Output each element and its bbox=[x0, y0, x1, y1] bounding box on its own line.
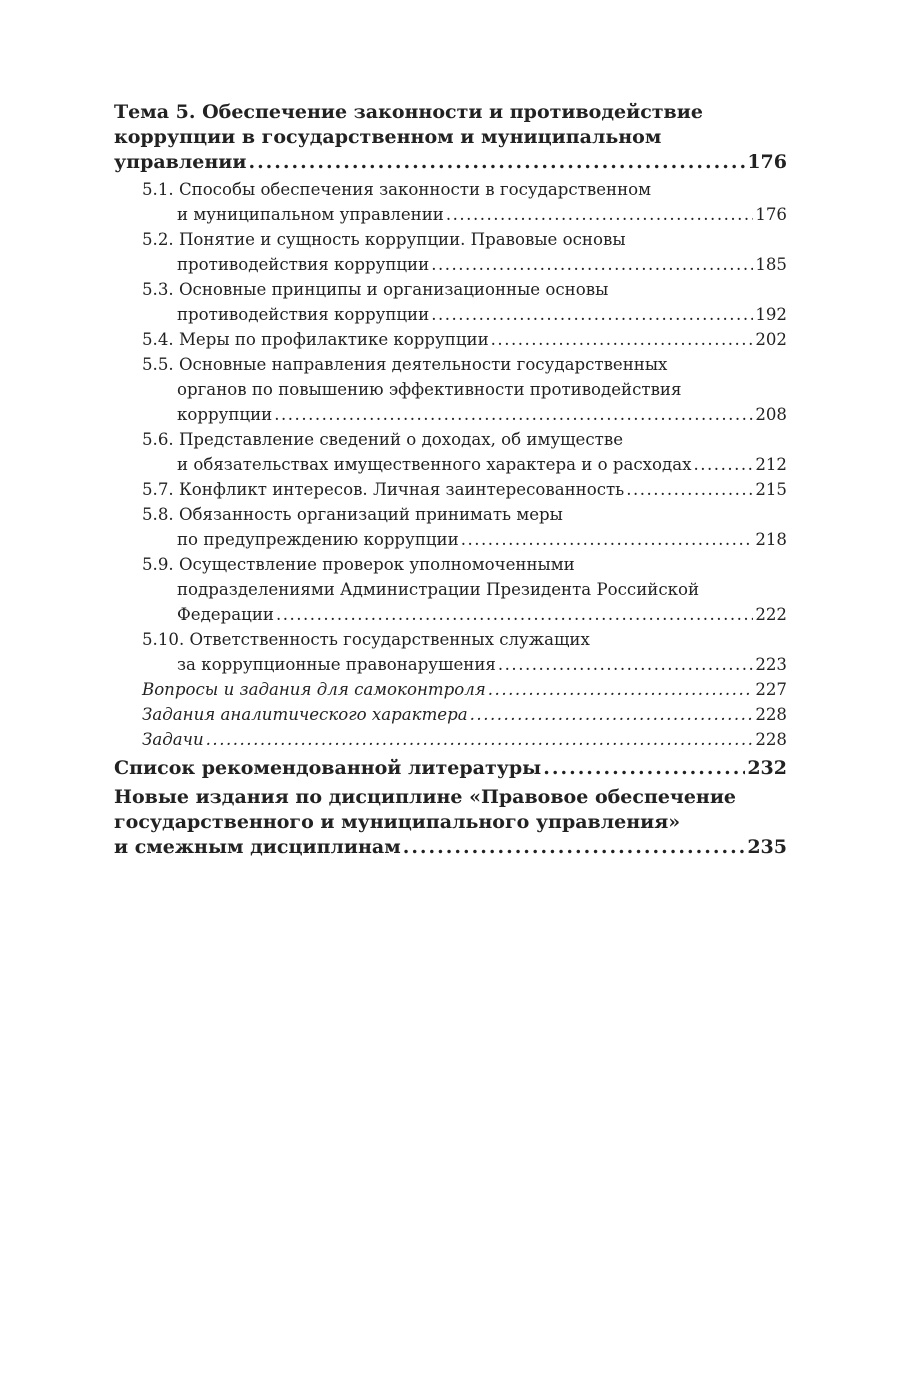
toc-page-number: 208 bbox=[755, 405, 787, 424]
toc-page-number: 235 bbox=[747, 836, 787, 858]
toc-page-number: 185 bbox=[755, 255, 787, 274]
toc-page-number: 228 bbox=[755, 730, 787, 749]
toc-section-line: по предупреждению коррупции bbox=[177, 530, 459, 549]
toc-page-number: 202 bbox=[755, 330, 787, 349]
toc-chapter-5[interactable] bbox=[114, 100, 787, 175]
toc-section-5-6[interactable] bbox=[114, 427, 787, 477]
toc-page-number: 192 bbox=[755, 305, 787, 324]
dot-leader bbox=[431, 252, 753, 277]
dot-leader bbox=[693, 452, 753, 477]
dot-leader bbox=[446, 202, 753, 227]
toc-section-5-1[interactable] bbox=[114, 177, 787, 227]
dot-leader bbox=[431, 302, 753, 327]
dot-leader bbox=[274, 402, 753, 427]
toc-section-5-10[interactable] bbox=[114, 627, 787, 677]
toc-section-line: Федерации bbox=[177, 605, 274, 624]
toc-section-line: 5.6. Представление сведений о доходах, об имуществе bbox=[142, 430, 624, 449]
toc-section-5-5[interactable] bbox=[114, 352, 787, 427]
toc-section-line: за коррупционные правонарушения bbox=[177, 655, 496, 674]
toc-section-line: 5.9. Осуществление проверок уполномоченными bbox=[142, 555, 575, 574]
toc-new-editions-line-3: и смежным дисциплинам bbox=[114, 836, 401, 858]
toc-references[interactable] bbox=[114, 756, 787, 781]
toc-new-editions[interactable] bbox=[114, 785, 787, 860]
toc-page-number: 212 bbox=[755, 455, 787, 474]
toc-page-number: 218 bbox=[755, 530, 787, 549]
toc-chapter-5-line-2: коррупции в государственном и муниципальном bbox=[114, 126, 662, 148]
toc-chapter-5-line-3: управлении bbox=[114, 151, 247, 173]
toc-entry-label: Вопросы и задания для самоконтроля bbox=[142, 680, 486, 699]
toc-section-line: и муниципальном управлении bbox=[177, 205, 444, 224]
toc-section-5-8[interactable] bbox=[114, 502, 787, 552]
toc-section-line: 5.10. Ответственность государственных служащих bbox=[142, 630, 590, 649]
dot-leader bbox=[461, 527, 754, 552]
toc-analytical-tasks[interactable] bbox=[114, 702, 787, 727]
toc-section-line: подразделениями Администрации Президента Российской bbox=[177, 580, 700, 599]
dot-leader bbox=[248, 150, 745, 175]
toc-section-5-2[interactable] bbox=[114, 227, 787, 277]
toc-new-editions-line-2: государственного и муниципального управления» bbox=[114, 811, 681, 833]
toc-section-line: противодействия коррупции bbox=[177, 305, 430, 324]
dot-leader bbox=[470, 702, 754, 727]
toc-entry-label: Список рекомендованной литературы bbox=[114, 757, 542, 779]
table-of-contents bbox=[114, 100, 787, 860]
toc-entry-label: Задачи bbox=[142, 730, 204, 749]
dot-leader bbox=[206, 727, 754, 752]
dot-leader bbox=[403, 835, 746, 860]
toc-section-line: 5.2. Понятие и сущность коррупции. Правовые основы bbox=[142, 230, 626, 249]
toc-page-number: 176 bbox=[747, 151, 787, 173]
toc-entry-label: Задания аналитического характера bbox=[142, 705, 468, 724]
dot-leader bbox=[498, 652, 753, 677]
toc-section-line: 5.1. Способы обеспечения законности в государственном bbox=[142, 180, 652, 199]
toc-section-line: противодействия коррупции bbox=[177, 255, 430, 274]
toc-chapter-5-line-1: Тема 5. Обеспечение законности и противодействие bbox=[114, 101, 703, 123]
toc-page-number: 222 bbox=[755, 605, 787, 624]
toc-page-number: 215 bbox=[755, 480, 787, 499]
toc-section-5-7[interactable] bbox=[114, 477, 787, 502]
toc-section-line: 5.3. Основные принципы и организационные основы bbox=[142, 280, 609, 299]
toc-section-line: 5.7. Конфликт интересов. Личная заинтересованность bbox=[142, 480, 625, 499]
dot-leader bbox=[488, 677, 754, 702]
toc-section-5-9[interactable] bbox=[114, 552, 787, 627]
toc-section-5-3[interactable] bbox=[114, 277, 787, 327]
toc-page-number: 227 bbox=[755, 680, 787, 699]
toc-self-check-questions[interactable] bbox=[114, 677, 787, 702]
toc-page-number: 232 bbox=[747, 757, 787, 779]
dot-leader bbox=[276, 602, 753, 627]
toc-tasks[interactable] bbox=[114, 727, 787, 752]
dot-leader bbox=[491, 327, 754, 352]
toc-section-line: 5.8. Обязанность организаций принимать меры bbox=[142, 505, 563, 524]
toc-section-line: 5.4. Меры по профилактике коррупции bbox=[142, 330, 489, 349]
toc-page-number: 176 bbox=[755, 205, 787, 224]
dot-leader bbox=[626, 477, 753, 502]
toc-section-5-4[interactable] bbox=[114, 327, 787, 352]
toc-section-line: и обязательствах имущественного характера и о расходах bbox=[177, 455, 692, 474]
dot-leader bbox=[543, 756, 745, 781]
toc-section-line: 5.5. Основные направления деятельности государственных bbox=[142, 355, 668, 374]
toc-new-editions-line-1: Новые издания по дисциплине «Правовое обеспечение bbox=[114, 786, 737, 808]
toc-section-line: коррупции bbox=[177, 405, 273, 424]
toc-page-number: 228 bbox=[755, 705, 787, 724]
toc-page-number: 223 bbox=[755, 655, 787, 674]
toc-section-line: органов по повышению эффективности противодействия bbox=[177, 380, 682, 399]
